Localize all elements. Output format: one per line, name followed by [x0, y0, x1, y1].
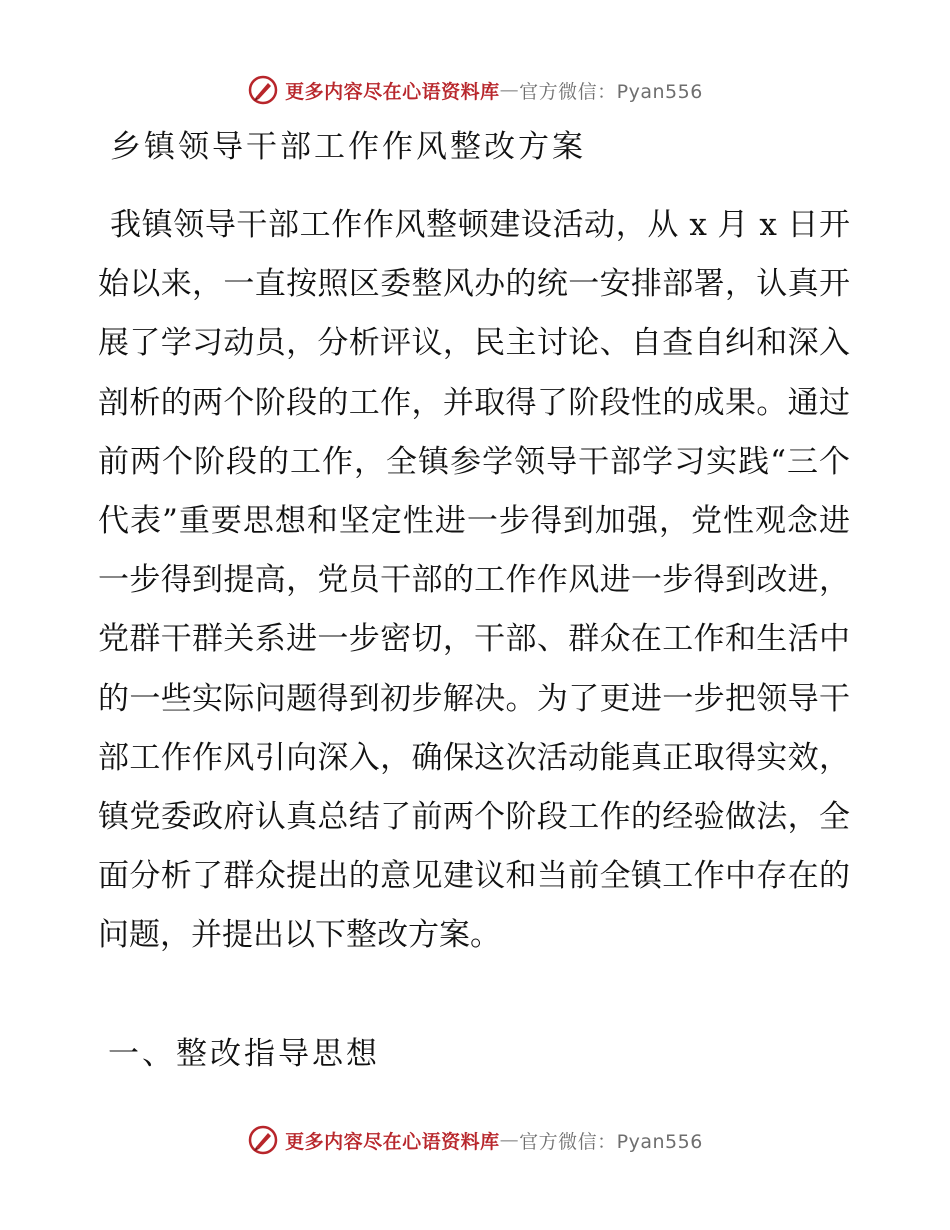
quill-logo-icon [247, 74, 279, 106]
watermark-brand-text: 更多内容尽在心语资料库 [285, 1130, 500, 1153]
watermark-brand-text: 更多内容尽在心语资料库 [285, 80, 500, 103]
watermark-banner-top [0, 70, 950, 110]
document-title: 乡镇领导干部工作作风整改方案 [110, 129, 586, 165]
watermark-separator: — [499, 79, 520, 101]
watermark-banner-bottom [0, 1120, 950, 1160]
watermark-separator: — [499, 1129, 520, 1151]
watermark-contact-text: 官方微信：Pyan556 [519, 80, 703, 103]
section-heading: 一、整改指导思想 [108, 1036, 380, 1072]
quill-logo-icon [247, 1124, 279, 1156]
body-paragraph: 我镇领导干部工作作风整顿建设活动，从 x 月 x 日开始以来，一直按照区委整风办的统一安排部署，认真开展了学习动员，分析评议，民主讨论、自查自纠和深入剖析的两个阶段的工作，并取得了阶段性的成果。通过前两个阶段的工作，全镇参学领导干部学习实践“三个代表”重要思想和坚定性进一步得到加强，党性观念进一步得到提高，党员干部的工作作风进一步得到改进，党群干群关系进一步密切，干部、群众在工作和生活中的一些实际问题得到初步解决。为了更进一步把领导干部工作作风引向深入，确保这次活动能真正取得实效，镇党委政府认真总结了前两个阶段工作的经验做法，全面分析了群众提出的意见建议和当前全镇工作中存在的问题，并提出以下整改方案。 [98, 207, 850, 954]
watermark-contact-text: 官方微信：Pyan556 [519, 1130, 703, 1153]
